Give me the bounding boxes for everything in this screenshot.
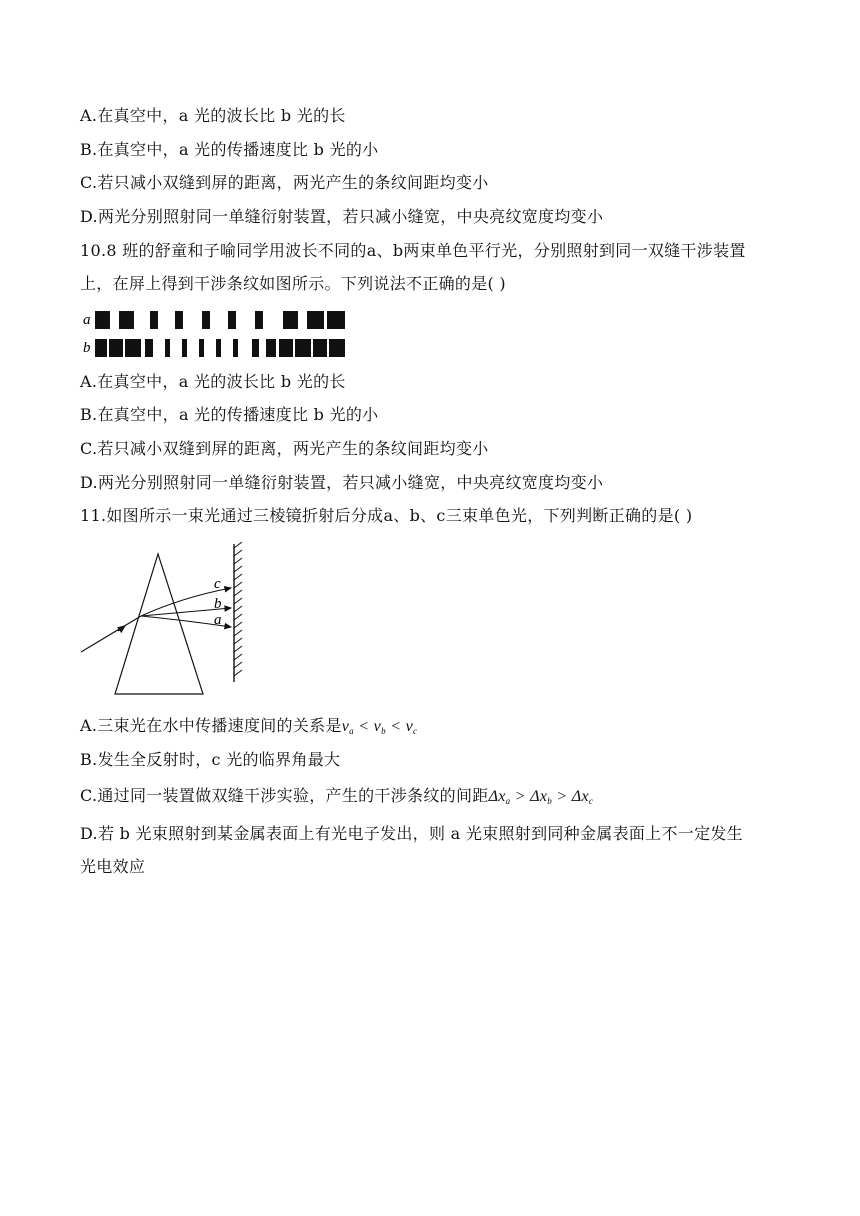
fringe-label-b: b [83, 340, 91, 356]
formula-fringe-spacing: $\Delta x_a > \Delta x_b > \Delta x_c$ [488, 788, 594, 806]
fringe-label-a: a [83, 312, 91, 328]
q11-option-a-text: A.三束光在水中传播速度间的关系是 [80, 716, 342, 735]
incident-ray [81, 616, 141, 652]
q10-stem-line2: 上，在屏上得到干涉条纹如图所示。下列说法不正确的是( ) [80, 274, 506, 293]
ray-label-b: b [214, 596, 222, 612]
q11-stem: 11.如图所示一束光通过三棱镜折射后分成a、b、c三束单色光，下列判断正确的是( ) [80, 506, 693, 525]
q11-option-d-line1: D.若 b 光束照射到某金属表面上有光电子发出，则 a 光束照射到同种金属表面上不一定发生 [80, 824, 743, 843]
prism-refraction-figure [78, 542, 248, 702]
q10-stem-line1: 10.8 班的舒童和子喻同学用波长不同的a、b两束单色平行光，分别照射到同一双缝干涉装置 [80, 241, 746, 260]
q11-option-c [80, 786, 593, 811]
q11-option-c-text: C.通过同一装置做双缝干涉实验，产生的干涉条纹的间距 [80, 786, 489, 805]
q9-option-d: D.两光分别照射同一单缝衍射装置，若只减小缝宽，中央亮纹宽度均变小 [80, 207, 604, 226]
ray-label-c: c [214, 576, 221, 592]
fringe-pattern-a [95, 311, 345, 329]
q11-option-b: B.发生全反射时，c 光的临界角最大 [80, 750, 341, 769]
q10-option-b: B.在真空中，a 光的传播速度比 b 光的小 [80, 405, 379, 424]
screen-hatching [234, 542, 242, 676]
q10-option-a: A.在真空中，a 光的波长比 b 光的长 [80, 372, 346, 391]
interference-fringes-figure [80, 308, 350, 360]
q11-option-a [80, 716, 417, 741]
q9-option-a: A.在真空中，a 光的波长比 b 光的长 [80, 106, 346, 125]
ray-label-a: a [214, 612, 222, 628]
q10-option-d: D.两光分别照射同一单缝衍射装置，若只减小缝宽，中央亮纹宽度均变小 [80, 473, 604, 492]
q9-option-b: B.在真空中，a 光的传播速度比 b 光的小 [80, 140, 379, 159]
formula-velocity: $v_a < v_b < v_c$ [341, 718, 418, 736]
q10-option-c: C.若只减小双缝到屏的距离，两光产生的条纹间距均变小 [80, 439, 489, 458]
fringe-pattern-b [95, 339, 345, 357]
q9-option-c: C.若只减小双缝到屏的距离，两光产生的条纹间距均变小 [80, 173, 489, 192]
q11-option-d-line2: 光电效应 [80, 857, 146, 876]
